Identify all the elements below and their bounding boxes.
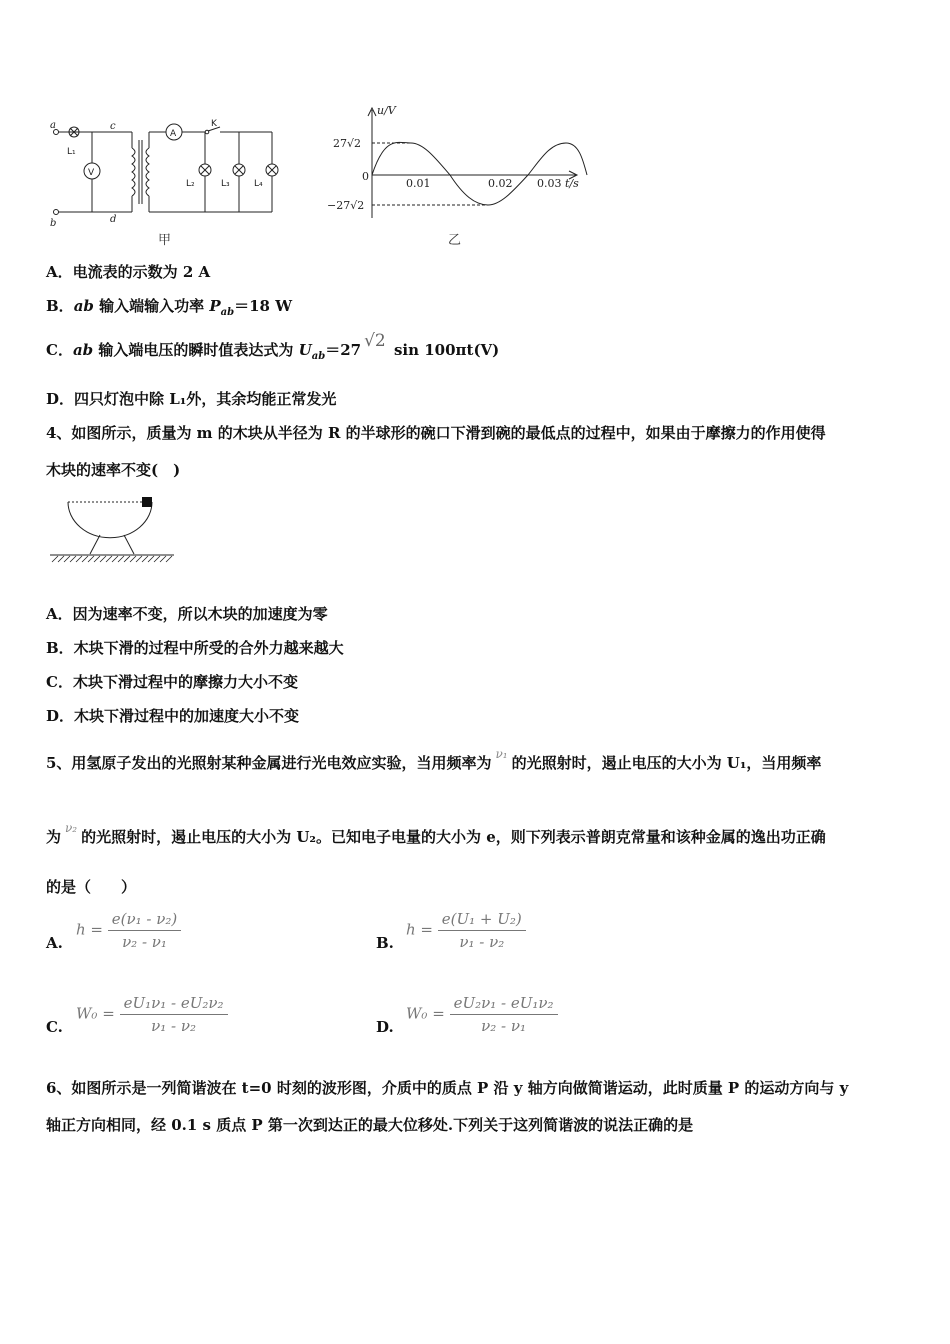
q3-option-c: C．ab 输入端电压的瞬时值表达式为 $U_{ab}=27$ √2 sin 100πt(V) (46, 331, 500, 362)
terminal-c: c (110, 121, 116, 132)
circuit-diagram (40, 118, 290, 228)
q3-option-b: B．ab 输入端输入功率 $P_{ab}=18$ W (46, 297, 293, 318)
q5-option-c-label: C. (46, 1018, 63, 1036)
sine-curve (372, 142, 587, 205)
q5-line2: 为 $^{\nu_2}$ 的光照射时，遏止电压的大小为 U₂。已知电子电量的大小为 e，则下列表示普朗克常量和该种金属的逸出功正确 (46, 821, 826, 846)
y-axis-label: u/V (377, 104, 396, 117)
x-tick-3: 0.03 (537, 177, 562, 190)
nu2-symbol: ν₂ (65, 821, 78, 835)
q5-formula-a: h = $\frac{\text{e(ν₁ - ν₂)}}{\text{ν₂ - ν₁}}$ (76, 910, 181, 951)
nu1-symbol: ν₁ (495, 747, 508, 761)
x-tick-2: 0.02 (488, 177, 513, 190)
bowl-diagram (48, 492, 178, 566)
switch-label: K (211, 119, 217, 129)
q5-option-b-label: B. (376, 934, 394, 952)
q5-formula-c: W₀ = $\frac{\text{eU₁ν₁ - eU₂ν₂}}{\text{ν₁ - ν₂}}$ (76, 994, 228, 1035)
voltmeter-label: V (88, 168, 95, 178)
lamp-l1-label: L₁ (67, 147, 76, 157)
q4-option-d: D．木块下滑过程中的加速度大小不变 (46, 707, 300, 725)
terminal-d: d (110, 214, 117, 225)
ammeter-label: A (170, 129, 177, 139)
sqrt-two: √2 (364, 331, 386, 351)
q4-stem-line1: 4、如图所示，质量为 m 的木块从半径为 R 的半球形的碗口下滑到碗的最低点的过程中，如果由于摩擦力的作用使得 (46, 424, 826, 442)
wood-block (142, 497, 152, 507)
q5-formula-b: h = $\frac{\text{e(U₁ + U₂)}}{\text{ν₁ - ν₂}}$ (406, 910, 526, 951)
q5-formula-d: W₀ = $\frac{\text{eU₂ν₁ - eU₁ν₂}}{\text{ν₂ - ν₁}}$ (406, 994, 558, 1035)
q4-option-a: A．因为速率不变，所以木块的加速度为零 (46, 605, 328, 623)
q3-option-d: D．四只灯泡中除 L₁外，其余均能正常发光 (46, 390, 337, 408)
figure-caption-left: 甲 (158, 233, 172, 248)
lamp-l4-label: L₄ (254, 179, 263, 189)
q4-stem-line2: 木块的速率不变( ) (46, 461, 181, 479)
lamp-l3-label: L₃ (221, 179, 230, 189)
figure-caption-right: 乙 (448, 233, 462, 248)
q5-line1: 5、用氢原子发出的光照射某种金属进行光电效应实验，当用频率为 $^{\nu_1}$ 的光照射时，遏止电压的大小为 U₁，当用频率 (46, 747, 822, 772)
q3-option-a: A．电流表的示数为 2 A (46, 263, 211, 281)
lamp-l2-label: L₂ (186, 179, 195, 189)
q4-option-c: C．木块下滑过程中的摩擦力大小不变 (46, 673, 298, 691)
terminal-a: a (50, 120, 56, 131)
origin-label: 0 (362, 170, 369, 183)
y-max-label: 27√2 (333, 137, 362, 150)
x-tick-1: 0.01 (406, 177, 431, 190)
q5-line3: 的是（ ） (46, 878, 137, 896)
q6-line1: 6、如图所示是一列简谐波在 t=0 时刻的波形图，介质中的质点 P 沿 y 轴方向做简谐运动，此时质量 P 的运动方向与 y (46, 1079, 849, 1097)
q4-option-b: B．木块下滑的过程中所受的合外力越来越大 (46, 639, 344, 657)
x-axis-label: t/s (565, 177, 579, 190)
q6-line2: 轴正方向相同，经 0.1 s 质点 P 第一次到达正的最大位移处.下列关于这列简谐波的说法正确的是 (46, 1116, 694, 1134)
terminal-b: b (50, 218, 57, 228)
voltage-waveform-graph (325, 100, 590, 230)
q5-option-a-label: A. (46, 934, 63, 952)
y-min-label: −27√2 (327, 199, 365, 212)
q5-option-d-label: D. (376, 1018, 394, 1036)
